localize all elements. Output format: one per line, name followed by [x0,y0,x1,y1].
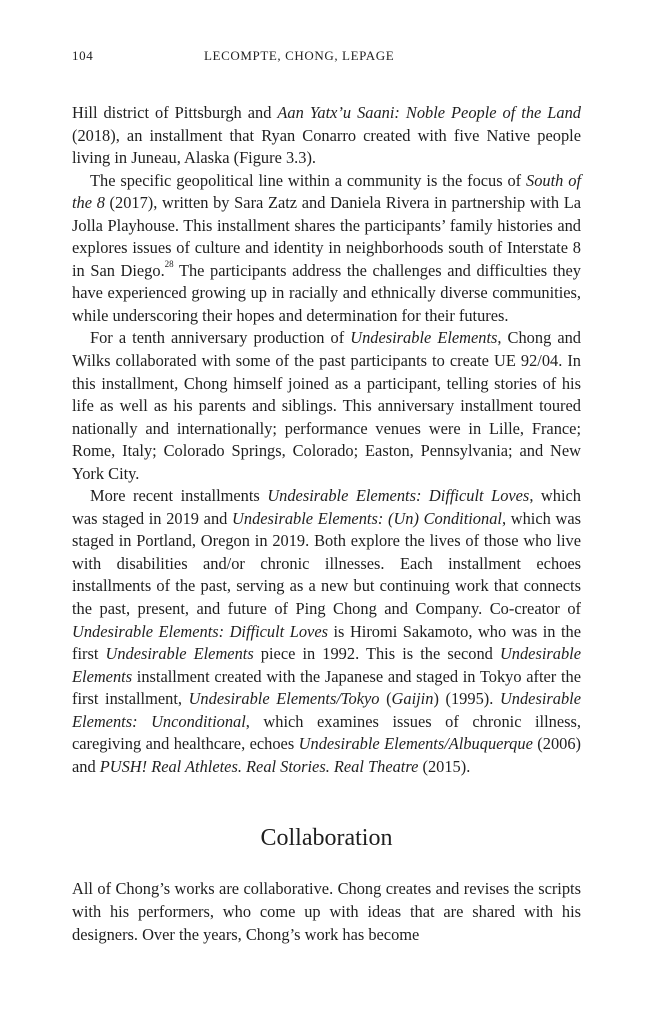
italic-title: South of the 8 [72,170,581,213]
italic-title: Undesirable Elements: Difficult Loves [267,486,530,506]
page-number: 104 [72,48,94,63]
text-run: (2015). [418,756,471,776]
italic-title: PUSH! Real Athletes. Real Stories. Real Theatre [99,756,419,776]
text-run: The specific geopolitical line within a community is the focus of [90,170,527,190]
italic-title: Undesirable Elements/Tokyo [188,689,380,709]
italic-title: Undesirable Elements: Unconditional [72,689,581,731]
italic-title: Undesirable Elements: (Un) Conditional [232,508,502,528]
footnote-marker: 28 [164,258,174,269]
text-run: installment created with the Japanese and staged in Tokyo after the first installment, [72,666,581,709]
running-head [72,48,581,70]
paragraph-5 [72,878,581,946]
text-run: Hill district of Pittsburgh and [72,103,278,122]
section-heading: Collaboration [260,825,393,852]
text-run: (2018), an installment that Ryan Conarro created with five Native people living in Juneau, Alaska (Figure 3.3). [72,125,581,168]
italic-title: Aan Yatx’u Saani: Noble People of the Land [277,103,581,122]
italic-title: Undesirable Elements [72,644,581,686]
text-run: , Chong and Wilks collaborated with some of the past participants to create UE 92/04. In this installment, Chong himself joined as a participant, telling stories of his life as well as his parents and siblings. This anniversary installment toured nationally and internationally; performance venues were in Lille, France; Rome, Italy; Colorado Springs, Colorado; Easton, Pennsylvania; and New York City. [72,328,581,483]
paragraph-1 [72,102,581,170]
text-run: ( [379,689,392,709]
italic-title: Undesirable Elements/Albuquerque [298,734,533,754]
body-text [72,102,581,946]
text-run: (2017), written by Sara Zatz and Daniela Rivera in partnership with La Jolla Playhouse. This installment shares the participants’ family histories and explores issues of culture and identity in neighborhoods south of Interstate 8 in San Diego. [72,193,581,280]
italic-title: Undesirable Elements [350,328,498,348]
text-run: The participants address the challenges and difficulties they have experienced growing up in racially and ethnically diverse communities, while underscoring their hopes and determination for their futures. [72,260,581,325]
paragraph-3 [72,327,581,485]
text-run: More recent installments [90,486,268,506]
text-run: (2006) and [72,734,582,776]
text-run: , which was staged in Portland, Oregon in 2019. Both explore the lives of those who live with disabilities and/or chronic illnesses. Each installment echoes installments of the past, serving as a new but continuing work that connects the past, present, and future of Ping Chong and Company. Co-creator of [72,508,581,619]
text-run: , which examines issues of chronic illness, caregiving and healthcare, echoes [72,711,581,754]
text-run: For a tenth anniversary production of [90,328,351,348]
italic-title: Undesirable Elements: Difficult Loves [72,621,328,641]
text-run: All of Chong’s works are collaborative. Chong creates and revises the scripts with his performers, who come up with ideas that are shared with his designers. Over the years, Chong’s work has become [72,879,581,944]
paragraph-2 [72,170,581,328]
text-run: ) (1995). [433,689,500,709]
text-run: piece in 1992. This is the second [253,644,500,664]
italic-title: Gaijin [391,689,434,709]
running-title: LECOMPTE, CHONG, LEPAGE [204,48,395,63]
book-page [72,48,581,946]
text-run: , which was staged in 2019 and [72,486,581,528]
paragraph-4 [72,485,581,778]
italic-title: Undesirable Elements [105,644,254,664]
text-run: is Hiromi Sakamoto, who was in the first [72,621,582,664]
